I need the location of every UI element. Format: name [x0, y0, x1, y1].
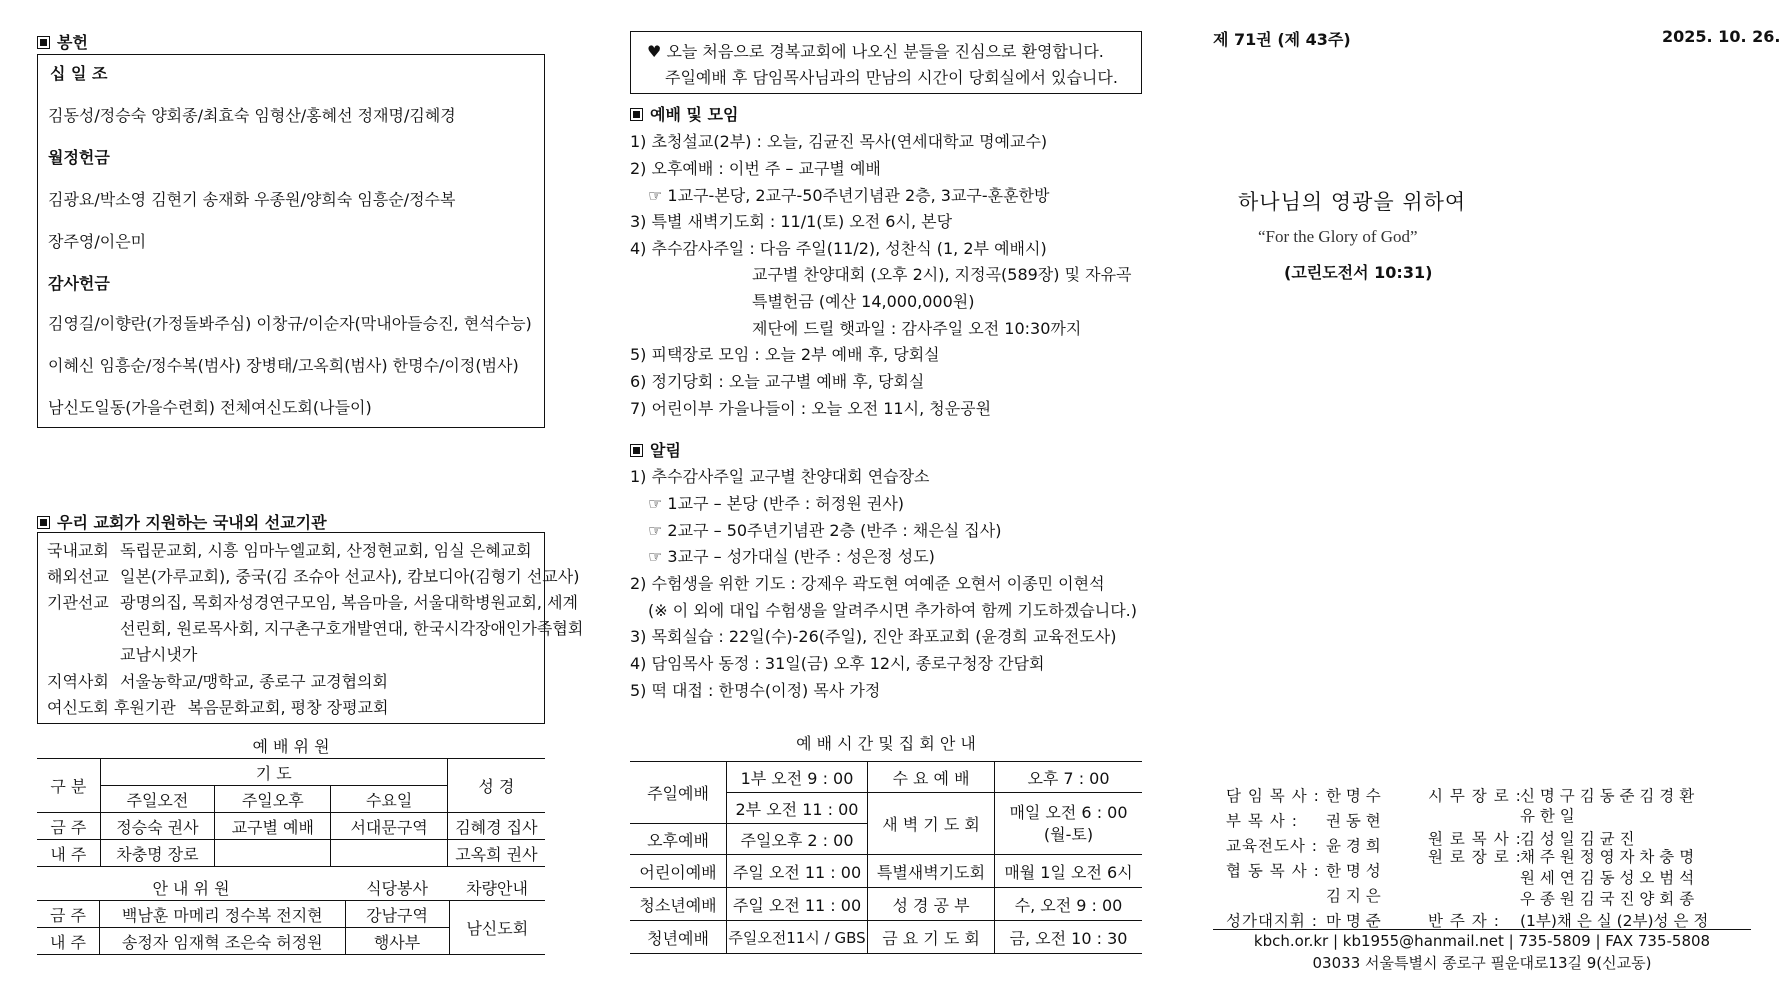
sched-label: 오후예배: [630, 824, 727, 855]
col-wed: 수요일: [331, 786, 447, 813]
col-meal: 식당봉사: [345, 874, 449, 901]
mission-row: 기관선교 광명의집, 목회자성경연구모임, 복음마을, 서울대학병원교회, 세계: [47, 593, 579, 612]
worship-line: 5) 피택장로 모임 : 오늘 2부 예배 후, 당회실: [630, 345, 940, 364]
sched-time: 1부 오전 9 : 00: [727, 762, 868, 793]
cover-title: 하나님의 영광을 위하여: [1238, 190, 1467, 214]
cell-value: 교구별 예배: [215, 813, 331, 840]
sched-time: 매일 오전 6 : 00 (월-토): [995, 793, 1143, 855]
notice-line: 5) 떡 대접 : 한명수(이정) 목사 가정: [630, 681, 881, 700]
cell-value: [331, 840, 447, 867]
missions-heading: 우리 교회가 지원하는 국내외 선교기관: [37, 510, 327, 533]
notice-line: 3) 목회실습 : 22일(수)-26(주일), 진안 좌포교회 (윤경희 교육전도사): [630, 627, 1117, 646]
cell-value: [215, 840, 331, 867]
monthly-line: 장주영/이은미: [48, 232, 147, 251]
cell-value: 남신도회: [449, 901, 545, 955]
missions-box: [37, 532, 584, 724]
sched-label: 청소년예배: [630, 888, 727, 921]
staff-row: 협 동 목 사 : 한 명 성: [1226, 862, 1381, 880]
staff-row: 시 무 장 로 :신 명 구 김 동 준 김 경 환: [1428, 787, 1695, 805]
week-cell: 내 주: [37, 840, 100, 867]
cell-value: 서대문구역: [331, 813, 447, 840]
worship-line: 3) 특별 새벽기도회 : 11/1(토) 오전 6시, 본당: [630, 212, 953, 231]
cover-subtitle: “For the Glory of God”: [1258, 227, 1418, 246]
thanks-line: 남신도일동(가을수련회) 전체여신도회(나들이): [48, 398, 372, 417]
thanks-title: 감사헌금: [48, 274, 110, 293]
cell-value: 정승숙 권사: [100, 813, 214, 840]
col-sun-am: 주일오전: [100, 786, 214, 813]
welcome-line: ♥ 오늘 처음으로 경복교회에 나오신 분들을 진심으로 환영합니다.: [647, 42, 1104, 61]
sched-label: 수 요 예 배: [868, 762, 995, 793]
sched-time: 2부 오전 11 : 00: [727, 793, 868, 824]
thanks-line: 이혜신 임흥순/정수복(범사) 장병태/고옥희(범사) 한명수/이정(범사): [48, 356, 519, 375]
worship-line: 특별헌금 (예산 14,000,000원): [752, 292, 975, 311]
mission-row: 지역사회 서울농학교/맹학교, 종로구 교경협의회: [47, 672, 388, 691]
sched-time: 주일오전11시 / GBS: [727, 921, 868, 954]
worship-line: 4) 추수감사주일 : 다음 주일(11/2), 성찬식 (1, 2부 예배시): [630, 239, 1047, 258]
cell-value: 김혜경 집사: [447, 813, 545, 840]
sched-label: 주일예배: [630, 762, 727, 824]
notice-line: ☞ 2교구 – 50주년기념관 2층 (반주 : 채은실 집사): [648, 521, 1002, 540]
staff-row: 담 임 목 사 : 한 명 수: [1226, 787, 1381, 805]
worship-line: 6) 정기당회 : 오늘 교구별 예배 후, 당회실: [630, 372, 925, 391]
staff-row: 원 로 장 로 :채 주 원 정 영 자 차 충 명: [1428, 848, 1695, 866]
sched-label: 청년예배: [630, 921, 727, 954]
worship-line: ☞ 1교구-본당, 2교구-50주년기념관 2층, 3교구-훈훈한방: [648, 186, 1050, 205]
sched-time: 매월 1일 오전 6시: [995, 855, 1143, 888]
cover-verse: (고린도전서 10:31): [1284, 263, 1433, 282]
notice-line: 4) 담임목사 동정 : 31일(금) 오후 12시, 종로구청장 간담회: [630, 654, 1045, 673]
notice-line: ☞ 1교구 – 본당 (반주 : 허정원 권사): [648, 494, 905, 513]
mission-row: 교남시냇가: [120, 645, 198, 664]
worship-committee-table: [37, 758, 545, 867]
staff-row: 원 로 목 사 :김 성 일 김 균 진: [1428, 830, 1635, 848]
contact-line: kbch.or.kr | kb1955@hanmail.net | 735-5809 | FAX 735-5808: [1253, 932, 1711, 950]
week-cell: 금 주: [37, 901, 100, 928]
sched-time: 오후 7 : 00: [995, 762, 1143, 793]
staff-row: 원 세 연 김 동 성 오 범 석: [1520, 869, 1695, 887]
welcome-line: 주일예배 후 담임목사님과의 만남의 시간이 당회실에서 있습니다.: [665, 68, 1118, 87]
cell-value: 송정자 임재혁 조은숙 허정원: [100, 928, 346, 955]
staff-row: 교육전도사 : 윤 경 희: [1226, 837, 1381, 855]
week-cell: 내 주: [37, 928, 100, 955]
cell-value: 강남구역: [345, 901, 449, 928]
offering-heading: 봉헌: [37, 30, 88, 53]
staff-row: 유 한 일: [1520, 807, 1575, 825]
worship-line: 제단에 드릴 햇과일 : 감사주일 오전 10:30까지: [752, 319, 1082, 338]
staff-row: 성가대지휘 : 마 명 준: [1226, 912, 1381, 930]
notices-heading: 알림: [630, 438, 681, 461]
square-bullet-icon: [630, 108, 643, 121]
cell-value: 고옥희 권사: [447, 840, 545, 867]
sched-time: 주일 오전 11 : 00: [727, 855, 868, 888]
worship-line: 1) 초청설교(2부) : 오늘, 김균진 목사(연세대학교 명예교수): [630, 132, 1048, 151]
mission-row: 여신도회 후원기관 복음문화교회, 평창 장평교회: [47, 698, 389, 717]
square-bullet-icon: [37, 36, 50, 49]
tithe-title: 십 일 조: [50, 64, 108, 83]
thanks-line: 김영길/이향란(가정돌봐주심) 이창규/이순자(막내아들승진, 현석수능): [48, 314, 532, 333]
worship-line: 교구별 찬양대회 (오후 2시), 지정곡(589장) 및 자유곡: [752, 265, 1132, 284]
monthly-line: 김광요/박소영 김현기 송재화 우종원/양희숙 임흥순/정수복: [48, 190, 456, 209]
cell-value: 차충명 장로: [100, 840, 214, 867]
sched-label: 새 벽 기 도 회: [868, 793, 995, 855]
col-guide: 안 내 위 원: [37, 874, 345, 901]
notice-line: (※ 이 외에 대입 수험생을 알려주시면 추가하여 함께 기도하겠습니다.): [648, 601, 1137, 620]
cell-value: 백남훈 마메리 정수복 전지현: [100, 901, 346, 928]
cell-value: 행사부: [345, 928, 449, 955]
staff-row: 우 종 원 김 국 진 양 회 종: [1520, 890, 1695, 908]
sched-label: 특별새벽기도회: [868, 855, 995, 888]
sched-time: 주일 오전 11 : 00: [727, 888, 868, 921]
volume-number: 제 71권 (제 43주): [1213, 30, 1351, 49]
sched-label: 어린이예배: [630, 855, 727, 888]
schedule-table: [630, 761, 1142, 954]
sched-label: 성 경 공 부: [868, 888, 995, 921]
worship-line: 2) 오후예배 : 이번 주 – 교구별 예배: [630, 159, 881, 178]
sched-time: 금, 오전 10 : 30: [995, 921, 1143, 954]
staff-row: 부 목 사 : 권 동 현: [1226, 812, 1381, 830]
worship-heading: 예배 및 모임: [630, 102, 738, 125]
mission-row: 해외선교 일본(가루교회), 중국(김 조슈아 선교사), 캄보디아(김형기 선교사): [47, 567, 580, 586]
week-cell: 금 주: [37, 813, 100, 840]
schedule-title: 예 배 시 간 및 집 회 안 내: [796, 734, 976, 753]
guide-committee-table: [37, 874, 545, 955]
sched-time: 주일오후 2 : 00: [727, 824, 868, 855]
square-bullet-icon: [630, 444, 643, 457]
square-bullet-icon: [37, 516, 50, 529]
staff-row: 김 지 은: [1326, 887, 1381, 905]
notice-line: 2) 수험생을 위한 기도 : 강제우 곽도현 여예준 오현서 이종민 이현석: [630, 574, 1105, 593]
col-division: 구 분: [37, 759, 100, 813]
notice-line: 1) 추수감사주일 교구별 찬양대회 연습장소: [630, 467, 930, 486]
welcome-box: [630, 31, 1142, 94]
mission-row: 국내교회 독립문교회, 시흥 임마누엘교회, 산정현교회, 임실 은혜교회: [47, 541, 532, 560]
tithe-names: 김동성/정승숙 양회종/최효숙 임형산/홍혜선 정재명/김혜경: [48, 106, 456, 125]
staff-row: 반 주 자 : (1부)채 은 실 (2부)성 은 정: [1428, 912, 1709, 930]
address-line: 03033 서울특별시 종로구 필운대로13길 9(신교동): [1312, 954, 1652, 972]
mission-row: 선린회, 원로목사회, 지구촌구호개발연대, 한국시각장애인가족협회: [120, 619, 584, 638]
sched-label: 금 요 기 도 회: [868, 921, 995, 954]
col-car: 차량안내: [449, 874, 545, 901]
issue-date: 2025. 10. 26.: [1662, 27, 1781, 46]
monthly-title: 월정헌금: [48, 148, 110, 167]
sched-time: 수, 오전 9 : 00: [995, 888, 1143, 921]
worship-committee-title: 예 배 위 원: [252, 737, 330, 756]
notice-line: ☞ 3교구 – 성가대실 (반주 : 성은정 성도): [648, 547, 935, 566]
col-bible: 성 경: [447, 759, 545, 813]
heart-icon: ♥: [647, 42, 662, 61]
col-prayer: 기 도: [100, 759, 447, 786]
offering-box: [37, 54, 545, 428]
worship-line: 7) 어린이부 가을나들이 : 오늘 오전 11시, 청운공원: [630, 399, 992, 418]
footer-divider: [1213, 929, 1751, 930]
col-sun-pm: 주일오후: [215, 786, 331, 813]
